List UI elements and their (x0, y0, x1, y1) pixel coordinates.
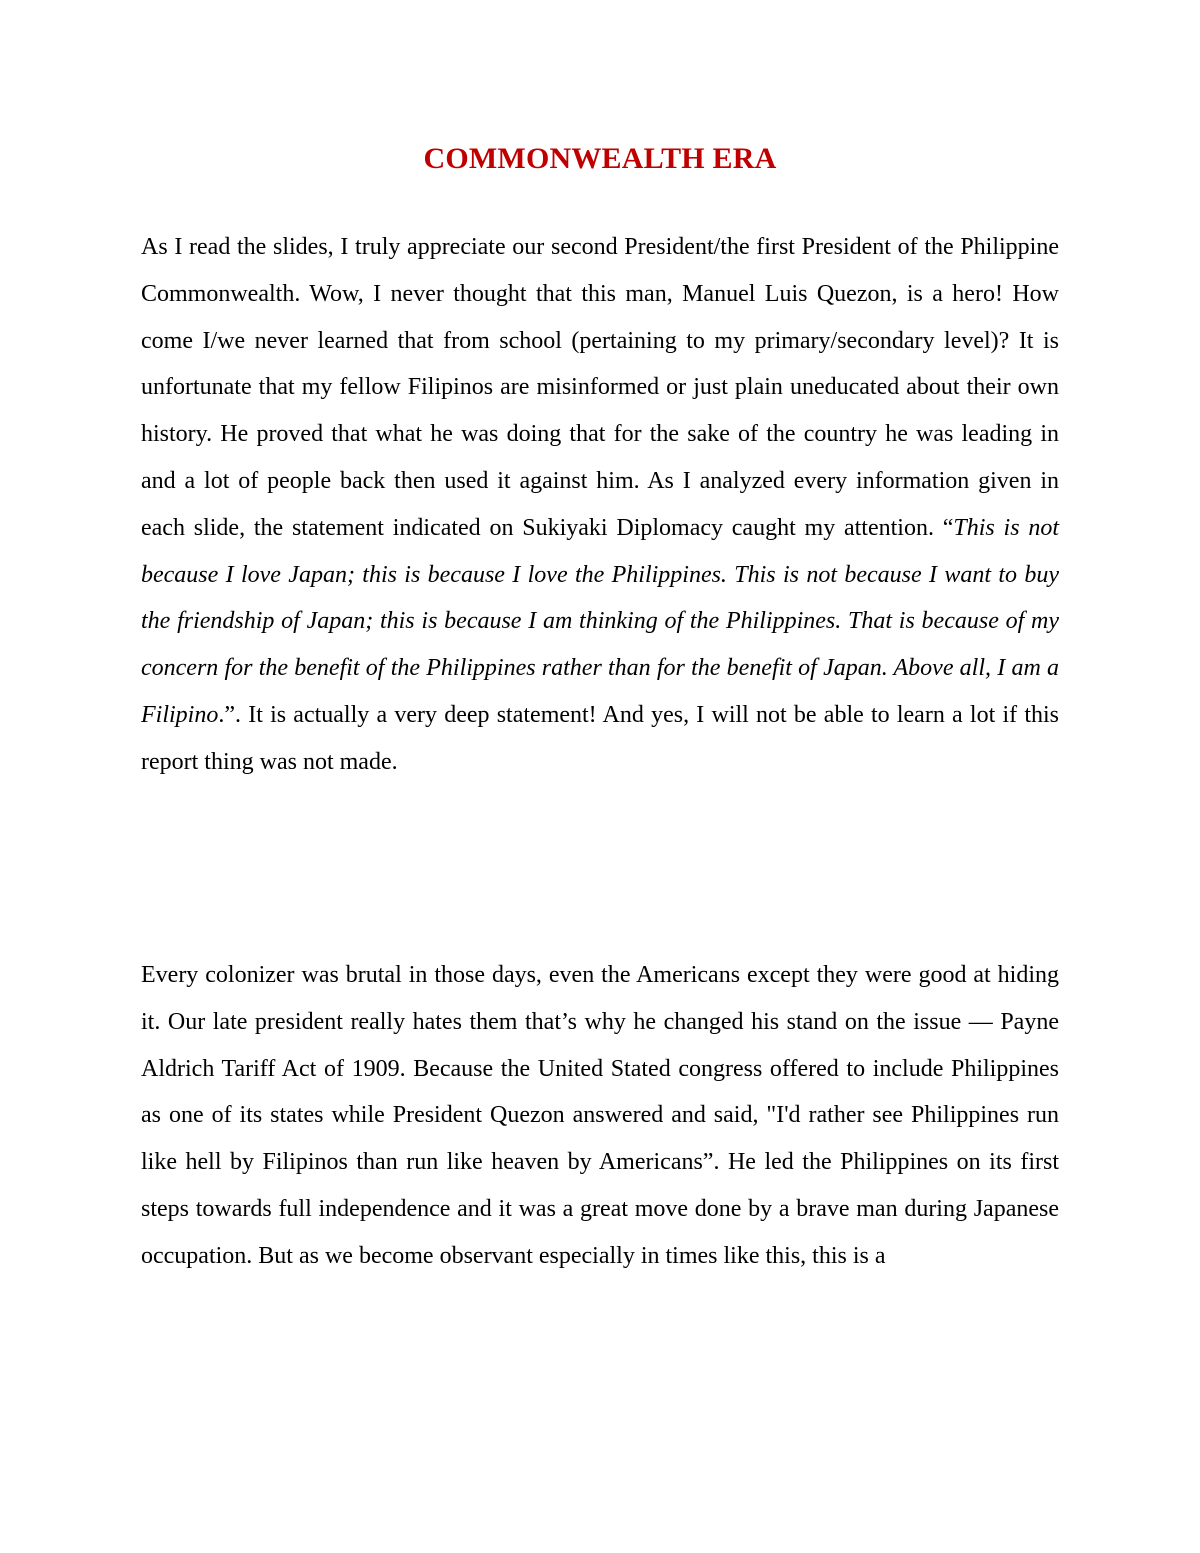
paragraph-2: Every colonizer was brutal in those days, even the Americans except they were good at hiding it. Our late president really hates them that’s why he changed his stand on the issue — Payne Aldrich Tariff Act of 1909. Because the United Stated congress offered to include Philippines as one of its states while President Quezon answered and said, "I'd rather see Philippines run like hell by Filipinos than run like heaven by Americans”. He led the Philippines on its first steps towards full independence and it was a great move done by a brave man during Japanese occupation. But as we become observant especially in times like this, this is a (141, 962, 1059, 1269)
paragraph-1 (141, 224, 1059, 786)
page-title: COMMONWEALTH ERA (423, 142, 777, 175)
paragraph-1-intro: As I read the slides, I truly appreciate our second President/the first President of the Philippine Commonwealth. Wow, I never thought that this man, Manuel Luis Quezon, is a hero! How come I/we never learned that from school (pertaining to my primary/secondary level)? It is unfortunate that my fellow Filipinos are misinformed or just plain uneducated about their own history. He proved that what he was doing that for the sake of the country he was leading in and a lot of people back then used it against him. As I analyzed every information given in each slide, the statement indicated on Sukiyaki Diplomacy caught my attention. “ (141, 234, 1059, 541)
quezon-quote: This is not because I love Japan; this is because I love the Philippines. This is not because I want to buy the friendship of Japan; this is because I am thinking of the Philippines. That is because of my concern for the benefit of the Philippines rather than for the benefit of Japan. Above all, I am a Filipino (141, 514, 1060, 728)
paragraph-1-conclusion: .”. It is actually a very deep statement! And yes, I will not be able to learn a lot if this report thing was not made. (141, 701, 1059, 775)
